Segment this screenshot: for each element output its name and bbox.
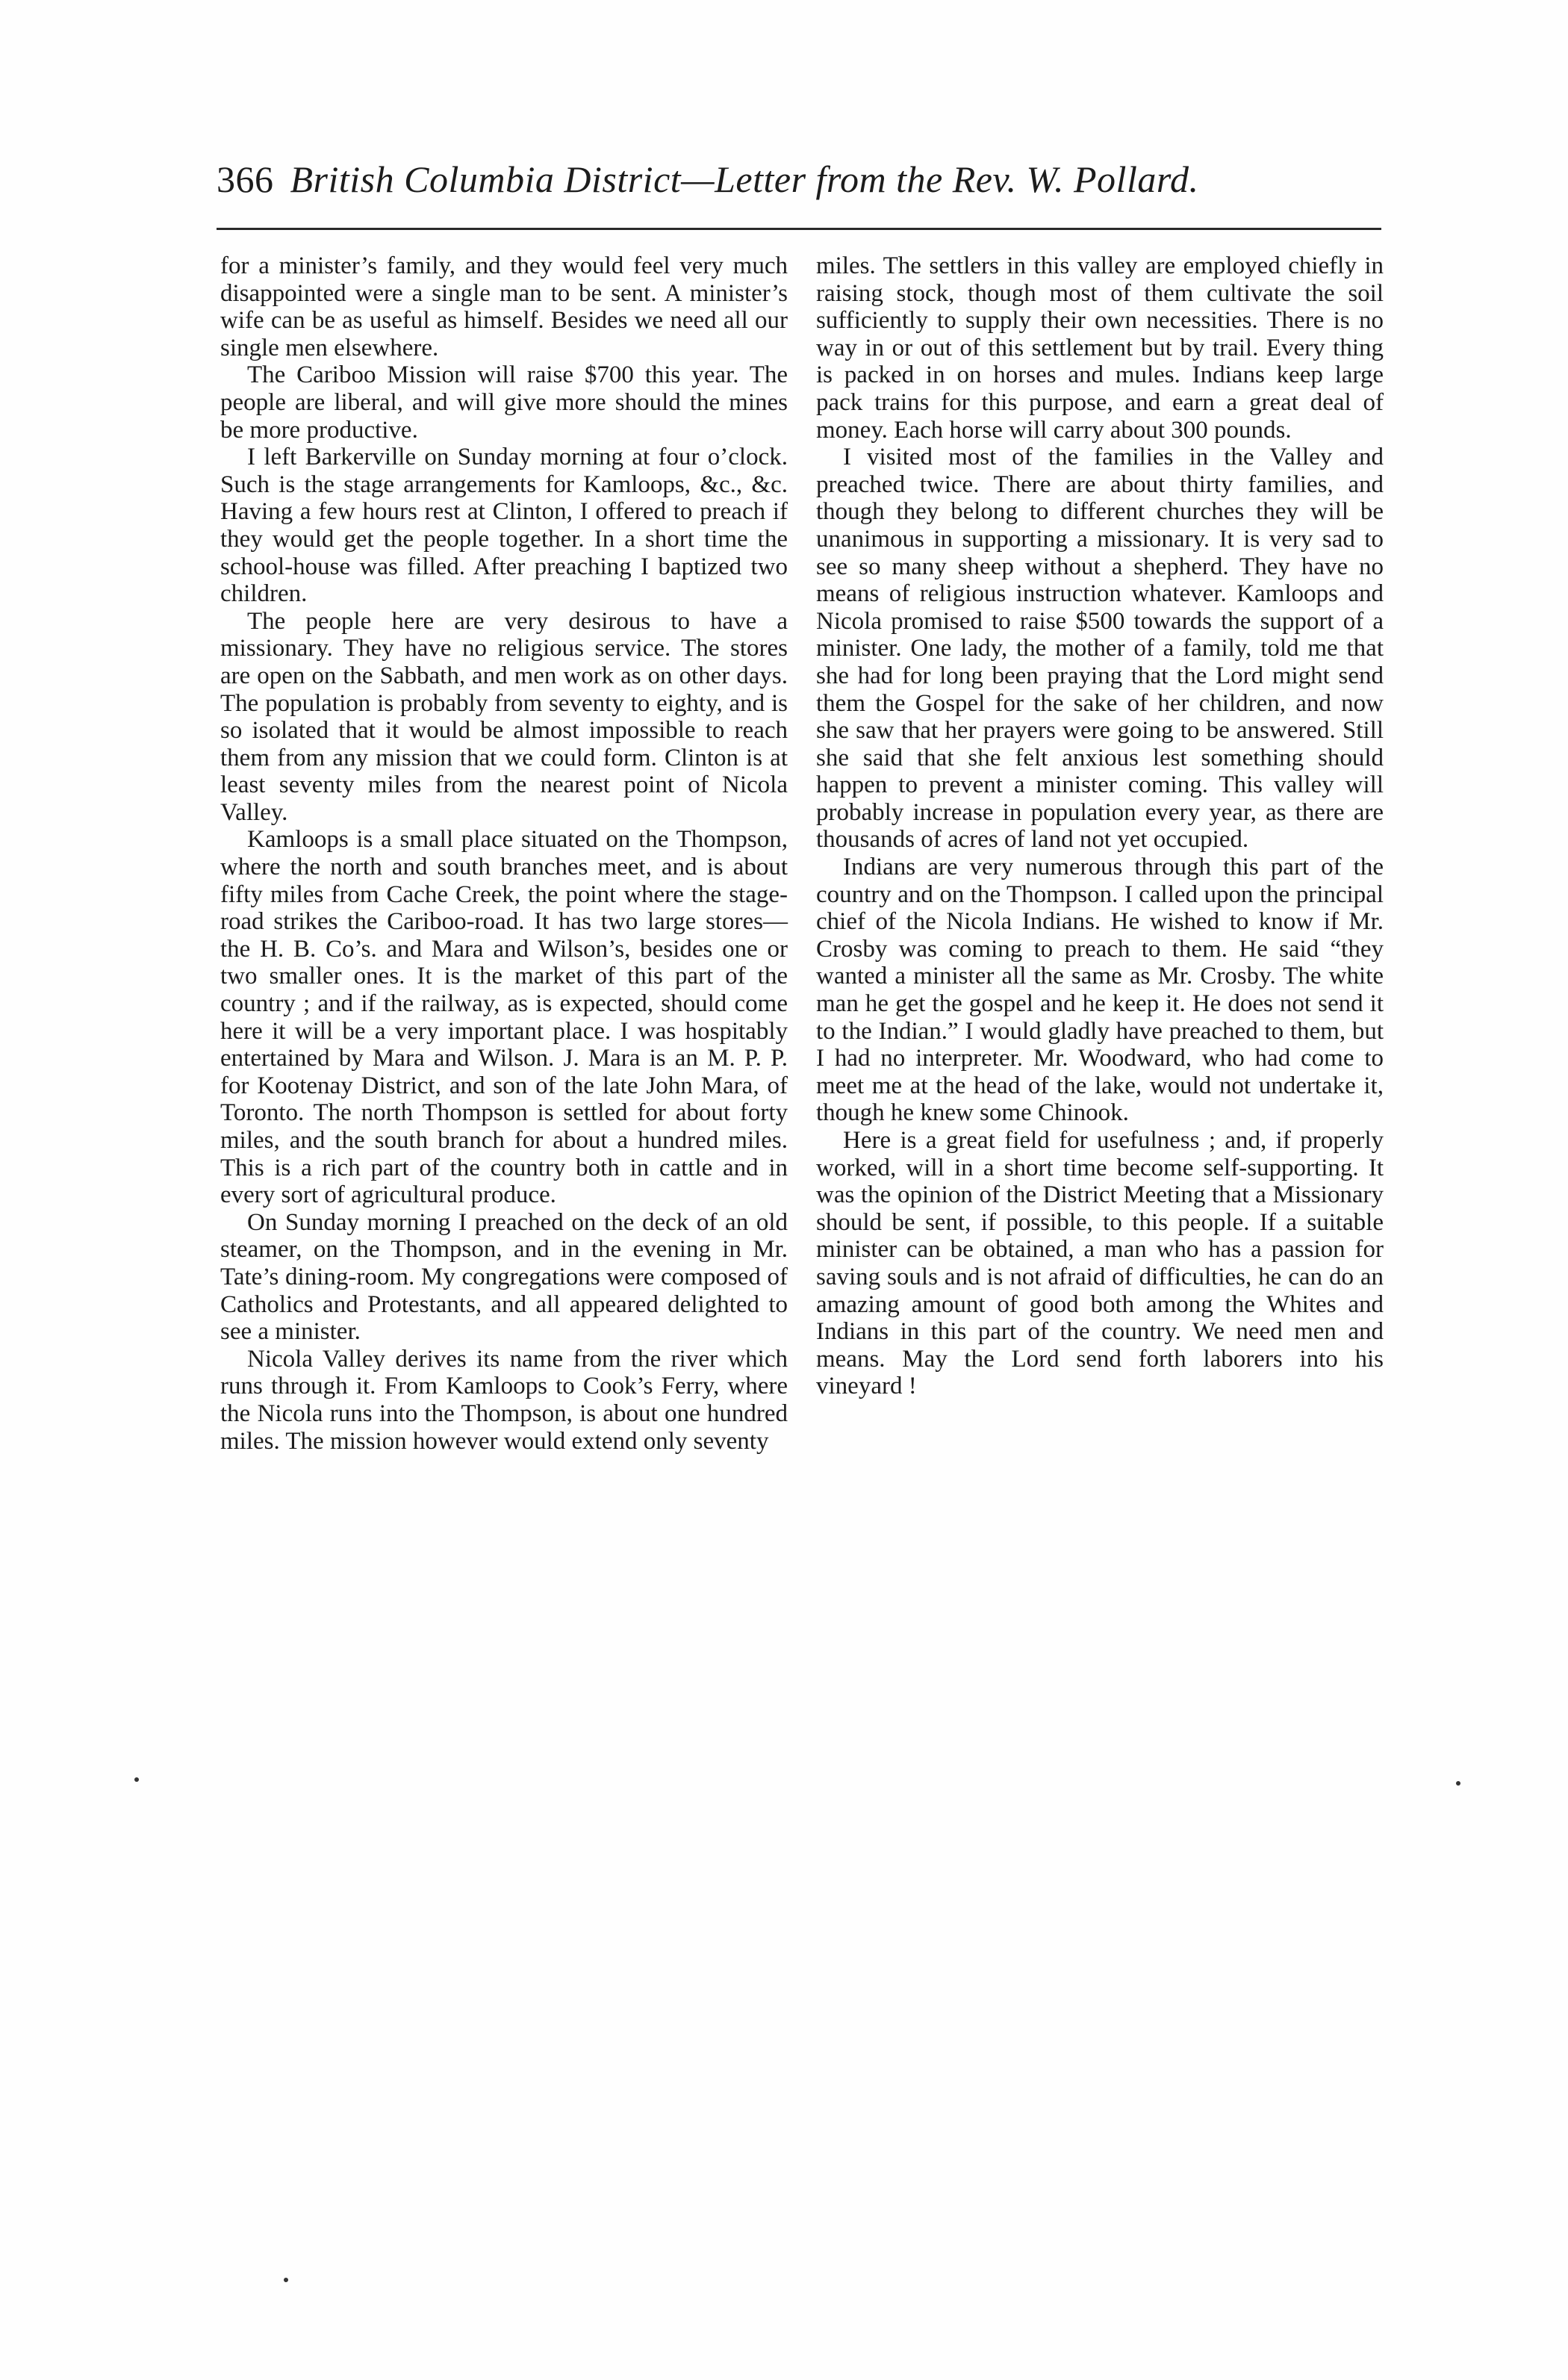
paragraph: I visited most of the families in the Valley and preached twice. There are about thirty families, and though they belong to different churches they will be unanimous in supporting a missionary. It is very sad to see so many sheep without a shepherd. They have no means of religious instruction whatever. Kamloops and Nicola promised to raise $500 towards the support of a minister. One lady, the mother of a family, told me that she had for long been praying that the Lord might send them the Gospel for the sake of her children, and now she saw that her prayers were going to be answered. Still she said that she felt anxious lest something should happen to prevent a minister coming. This valley will probably increase in population every year, as there are thousands of acres of land not yet occupied. [816,444,1384,854]
paragraph: The people here are very desirous to have a missionary. They have no religious service. The stores are open on the Sabbath, and men work as on other days. The population is probably from seventy to eighty, and is so isolated that it would be almost impossible to reach them from any mission that we could form. Clinton is at least seventy miles from the nearest point of Nicola Valley. [220,607,788,826]
page-title: British Columbia District—Letter from the Rev. W. Pollard. [290,158,1199,200]
paragraph: Nicola Valley derives its name from the river which runs through it. From Kamloops to Cook’s Ferry, where the Nicola runs into the Thompson, is about one hundred miles. The mission however would extend only seventy [220,1345,788,1455]
page-number: 366 [217,158,274,200]
running-header [217,157,1381,202]
right-column [816,252,1384,1400]
paragraph: I left Barkerville on Sunday morning at four o’clock. Such is the stage arrangements for Kamloops, &c., &c. Having a few hours rest at Clinton, I offered to preach if they would get the people together. In a short time the school-house was filled. After preaching I baptized two children. [220,444,788,608]
paragraph: Kamloops is a small place situated on the Thompson, where the north and south branches meet, and is about fifty miles from Cache Creek, the point where the stage-road strikes the Cariboo-road. It has two large stores—the H. B. Co’s. and Mara and Wilson’s, besides one or two smaller ones. It is the market of this part of the country ; and if the railway, as is expected, should come here it will be a very important place. I was hospitably entertained by Mara and Wilson. J. Mara is an M. P. P. for Kootenay District, and son of the late John Mara, of Toronto. The north Thompson is settled for about forty miles, and the south branch for about a hundred miles. This is a rich part of the country both in cattle and in every sort of agricultural produce. [220,826,788,1209]
left-column [220,252,788,1455]
header-rule [217,228,1381,230]
paragraph: Indians are very numerous through this part of the country and on the Thompson. I called upon the principal chief of the Nicola Indians. He wished to know if Mr. Crosby was coming to preach to them. He said “they wanted a minister all the same as Mr. Crosby. The white man he get the gospel and he keep it. He does not send it to the Indian.” I would gladly have preached to them, but I had no interpreter. Mr. Woodward, who had come to meet me at the head of the lake, would not undertake it, though he knew some Chinook. [816,854,1384,1127]
margin-mark [1456,1781,1460,1786]
paragraph: Here is a great field for usefulness ; and, if properly worked, will in a short time become self-supporting. It was the opinion of the District Meeting that a Missionary should be sent, if possible, to this people. If a suitable minister can be obtained, a man who has a passion for saving souls and is not afraid of difficulties, he can do an amazing amount of good both among the Whites and Indians in this part of the country. We need men and means. May the Lord send forth laborers into his vineyard ! [816,1127,1384,1400]
paragraph: The Cariboo Mission will raise $700 this year. The people are liberal, and will give more should the mines be more productive. [220,361,788,444]
paragraph: miles. The settlers in this valley are employed chiefly in raising stock, though most of them cultivate the soil sufficiently to supply their own necessities. There is no way in or out of this settlement but by trail. Every thing is packed in on horses and mules. Indians keep large pack trains for this purpose, and earn a great deal of money. Each horse will carry about 300 pounds. [816,252,1384,444]
margin-mark [134,1777,139,1782]
paragraph: for a minister’s family, and they would feel very much disappointed were a single man to be sent. A minister’s wife can be as useful as himself. Besides we need all our single men elsewhere. [220,252,788,361]
margin-mark [284,2278,288,2282]
paragraph: On Sunday morning I preached on the deck of an old steamer, on the Thompson, and in the evening in Mr. Tate’s dining-room. My congregations were composed of Catholics and Protestants, and all appeared delighted to see a minister. [220,1208,788,1346]
